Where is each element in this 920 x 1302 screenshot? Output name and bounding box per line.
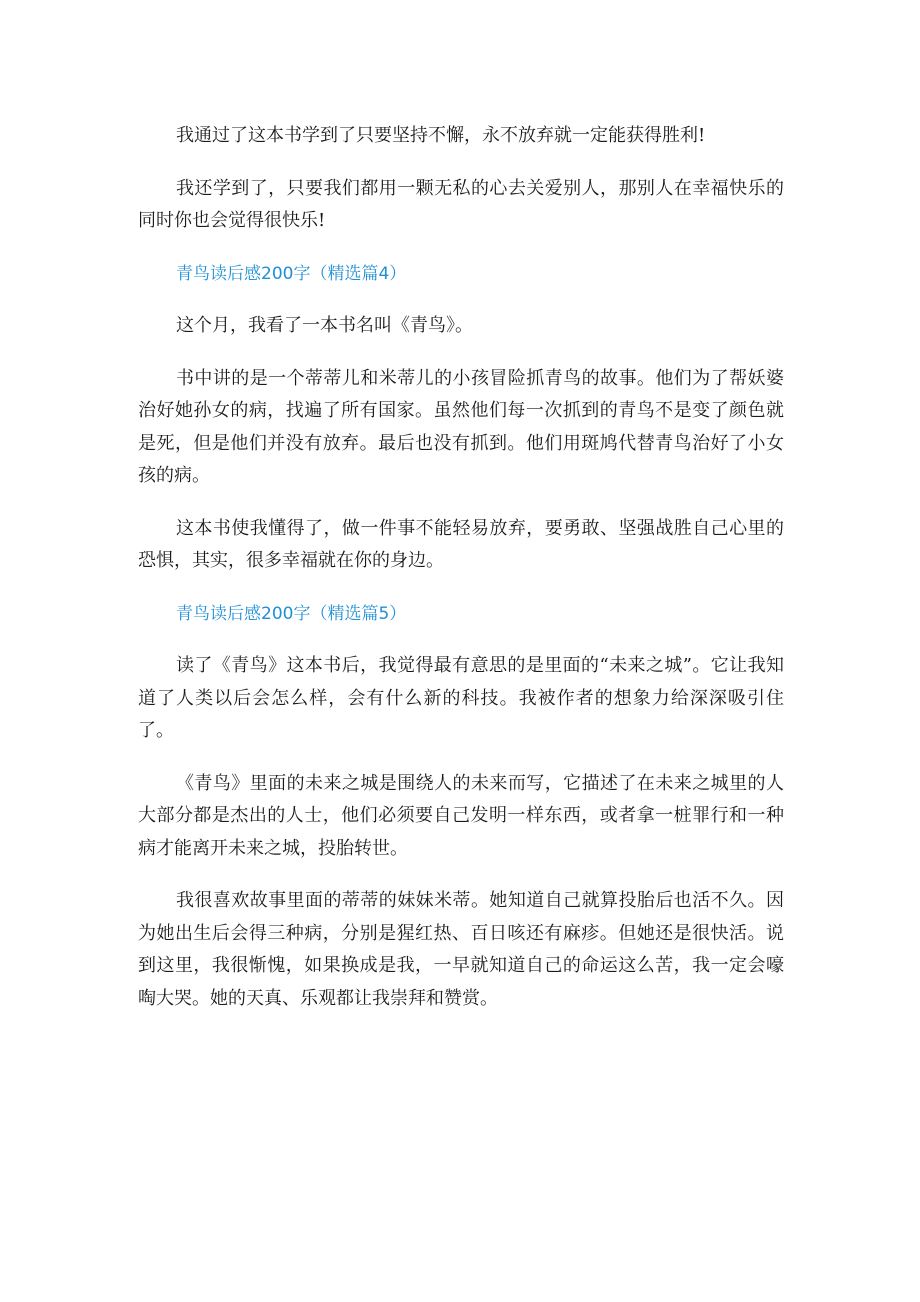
paragraph: 书中讲的是一个蒂蒂儿和米蒂儿的小孩冒险抓青鸟的故事。他们为了帮妖婆治好她孙女的病，找遍了所有国家。虽然他们每一次抓到的青鸟不是变了颜色就是死，但是他们并没有放弃。最后也没有抓到。他们用斑鸠代替青鸟治好了小女孩的病。 (138, 367, 784, 486)
paragraph: 读了《青鸟》这本书后，我觉得最有意思的是里面的“未来之城”。它让我知道了人类以后会怎么样，会有什么新的科技。我被作者的想象力给深深吸引住了。 (138, 655, 784, 741)
section-heading: 青鸟读后感200字（精选篇5） (176, 603, 407, 624)
paragraph: 我通过了这本书学到了只要坚持不懈，永不放弃就一定能获得胜利! (176, 125, 706, 146)
document-page (138, 120, 784, 1035)
paragraph: 这本书使我懂得了，做一件事不能轻易放弃，要勇敢、坚强战胜自己心里的恐惧，其实，很多幸福就在你的身边。 (138, 517, 784, 571)
section-heading: 青鸟读后感200字（精选篇4） (176, 263, 407, 284)
paragraph: 我还学到了，只要我们都用一颗无私的心去关爱别人，那别人在幸福快乐的同时你也会觉得很快乐! (138, 177, 784, 231)
paragraph: 《青鸟》里面的未来之城是围绕人的未来而写，它描述了在未来之城里的人大部分都是杰出的人士，他们必须要自己发明一样东西，或者拿一桩罪行和一种病才能离开未来之城，投胎转世。 (138, 772, 784, 859)
paragraph: 这个月，我看了一本书名叫《青鸟》。 (176, 315, 473, 336)
paragraph: 我很喜欢故事里面的蒂蒂的妹妹米蒂。她知道自己就算投胎后也活不久。因为她出生后会得三种病，分别是猩红热、百日咳还有麻疹。但她还是很快活。说到这里，我很惭愧，如果换成是我，一早就知道自己的命运这么苦，我一定会嚎啕大哭。她的天真、乐观都让我崇拜和赞赏。 (138, 890, 784, 1009)
